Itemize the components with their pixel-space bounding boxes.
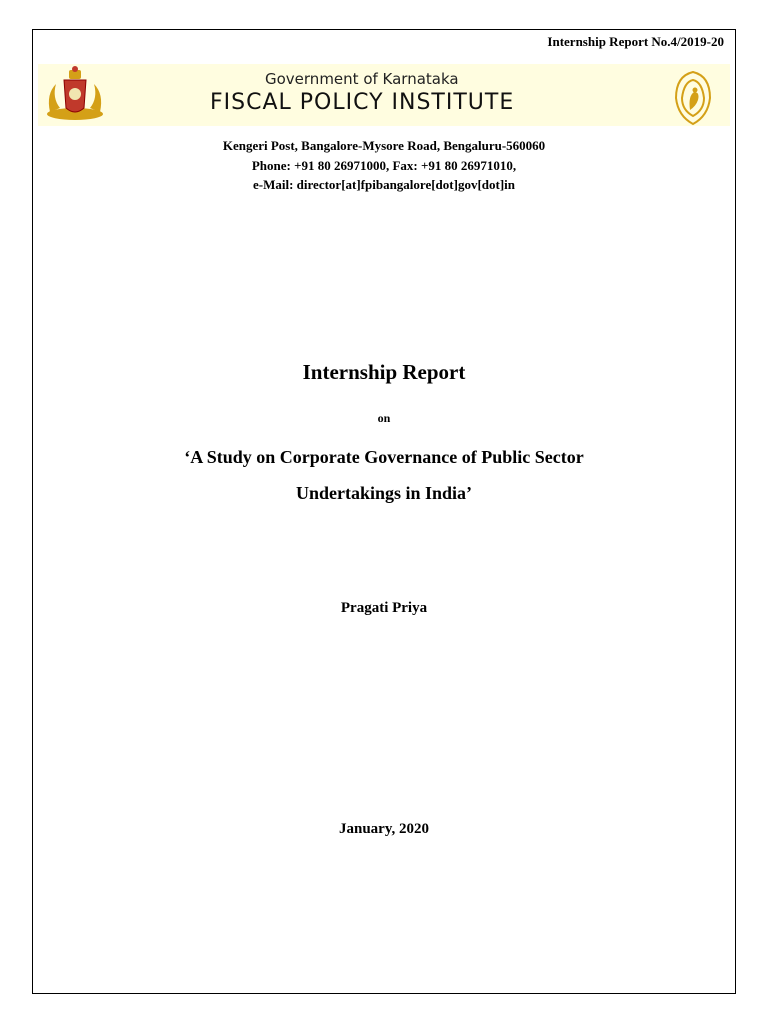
author-name: Pragati Priya xyxy=(340,600,428,616)
study-title-line-1: ‘A Study on Corporate Governance of Public Sector xyxy=(184,447,584,467)
contact-address: Kengeri Post, Bangalore-Mysore Road, Bengaluru-560060 xyxy=(222,138,546,153)
contact-email: e-Mail: director[at]fpibangalore[dot]gov[dot]in xyxy=(253,177,515,192)
fpi-peacock-logo-icon xyxy=(668,66,718,126)
document-title: Internship Report xyxy=(302,360,466,384)
contact-phone: Phone: +91 80 26971000, Fax: +91 80 26971010, xyxy=(251,158,517,173)
report-number: Internship Report No.4/2019-20 xyxy=(547,34,724,49)
study-title-line-2: Undertakings in India’ xyxy=(295,483,473,503)
karnataka-emblem-icon xyxy=(42,64,108,124)
title-connector: on xyxy=(377,411,391,425)
government-name: Government of Karnataka xyxy=(265,70,459,88)
report-date: January, 2020 xyxy=(338,821,429,837)
institute-name: FISCAL POLICY INSTITUTE xyxy=(210,90,515,115)
